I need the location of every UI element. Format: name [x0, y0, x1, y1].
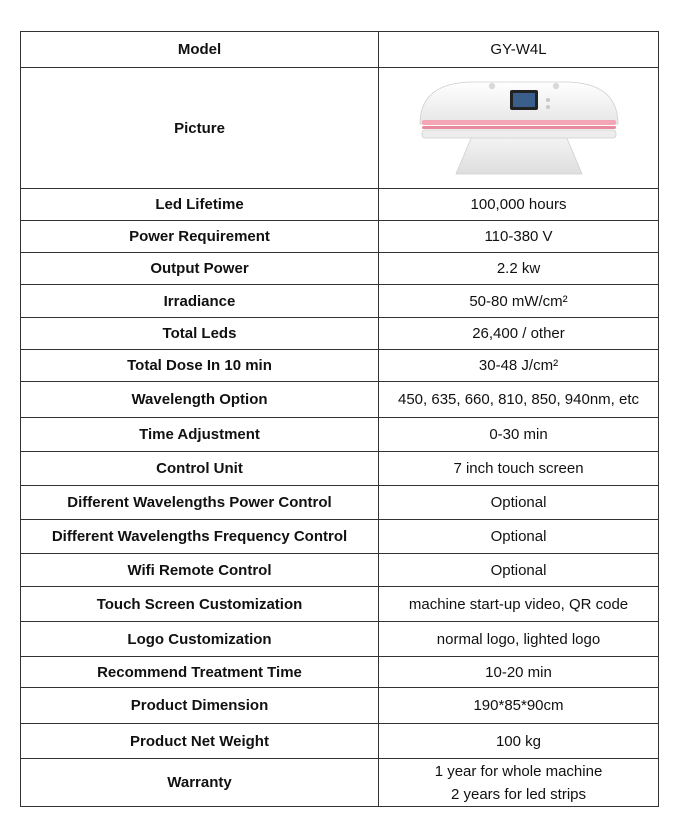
table-row — [21, 486, 659, 520]
row-label: Product Net Weight — [21, 724, 379, 759]
table-row — [21, 554, 659, 587]
row-label: Different Wavelengths Power Control — [21, 486, 379, 520]
warranty-line-1: 1 year for whole machine — [434, 762, 603, 780]
row-label: Time Adjustment — [21, 418, 379, 452]
row-label: Touch Screen Customization — [21, 587, 379, 622]
row-value: 30-48 J/cm² — [379, 350, 659, 382]
table-row-warranty — [21, 759, 659, 807]
table-row — [21, 221, 659, 253]
table-row — [21, 657, 659, 688]
row-value: 7 inch touch screen — [379, 452, 659, 486]
row-value: Optional — [379, 520, 659, 554]
row-label: Power Requirement — [21, 221, 379, 253]
table-row — [21, 253, 659, 285]
row-label: Wavelength Option — [21, 382, 379, 418]
table-row-picture — [21, 68, 659, 189]
row-value: Optional — [379, 486, 659, 520]
table-row — [21, 520, 659, 554]
row-value: 2.2 kw — [379, 253, 659, 285]
row-value: 26,400 / other — [379, 318, 659, 350]
row-value: 10-20 min — [379, 657, 659, 688]
row-value: normal logo, lighted logo — [379, 622, 659, 657]
warranty-value — [379, 759, 659, 807]
row-label: Wifi Remote Control — [21, 554, 379, 587]
row-value: 50-80 mW/cm² — [379, 285, 659, 318]
row-value: machine start-up video, QR code — [379, 587, 659, 622]
row-label: Output Power — [21, 253, 379, 285]
table-row — [21, 724, 659, 759]
row-value: GY-W4L — [379, 32, 659, 68]
row-value: 100,000 hours — [379, 189, 659, 221]
row-label: Control Unit — [21, 452, 379, 486]
table-row — [21, 285, 659, 318]
row-label: Logo Customization — [21, 622, 379, 657]
row-value: 110-380 V — [379, 221, 659, 253]
row-value: 0-30 min — [379, 418, 659, 452]
table-row — [21, 189, 659, 221]
row-label: Product Dimension — [21, 688, 379, 724]
product-image — [414, 76, 624, 180]
row-label: Led Lifetime — [21, 189, 379, 221]
row-value: 450, 635, 660, 810, 850, 940nm, etc — [379, 382, 659, 418]
table-row — [21, 382, 659, 418]
table-row-model — [21, 32, 659, 68]
row-label: Different Wavelengths Frequency Control — [21, 520, 379, 554]
row-label: Picture — [21, 68, 379, 189]
warranty-line-2: 2 years for led strips — [450, 785, 587, 803]
row-label: Irradiance — [21, 285, 379, 318]
row-label: Total Leds — [21, 318, 379, 350]
spec-table — [20, 31, 659, 807]
row-label: Model — [21, 32, 379, 68]
table-row — [21, 418, 659, 452]
row-label: Recommend Treatment Time — [21, 657, 379, 688]
table-row — [21, 318, 659, 350]
table-row — [21, 587, 659, 622]
row-value: 190*85*90cm — [379, 688, 659, 724]
table-row — [21, 452, 659, 486]
row-value: Optional — [379, 554, 659, 587]
product-picture-cell — [379, 68, 659, 189]
row-label: Total Dose In 10 min — [21, 350, 379, 382]
row-label: Warranty — [21, 759, 379, 807]
row-value: 100 kg — [379, 724, 659, 759]
table-row — [21, 350, 659, 382]
table-row — [21, 688, 659, 724]
table-row — [21, 622, 659, 657]
